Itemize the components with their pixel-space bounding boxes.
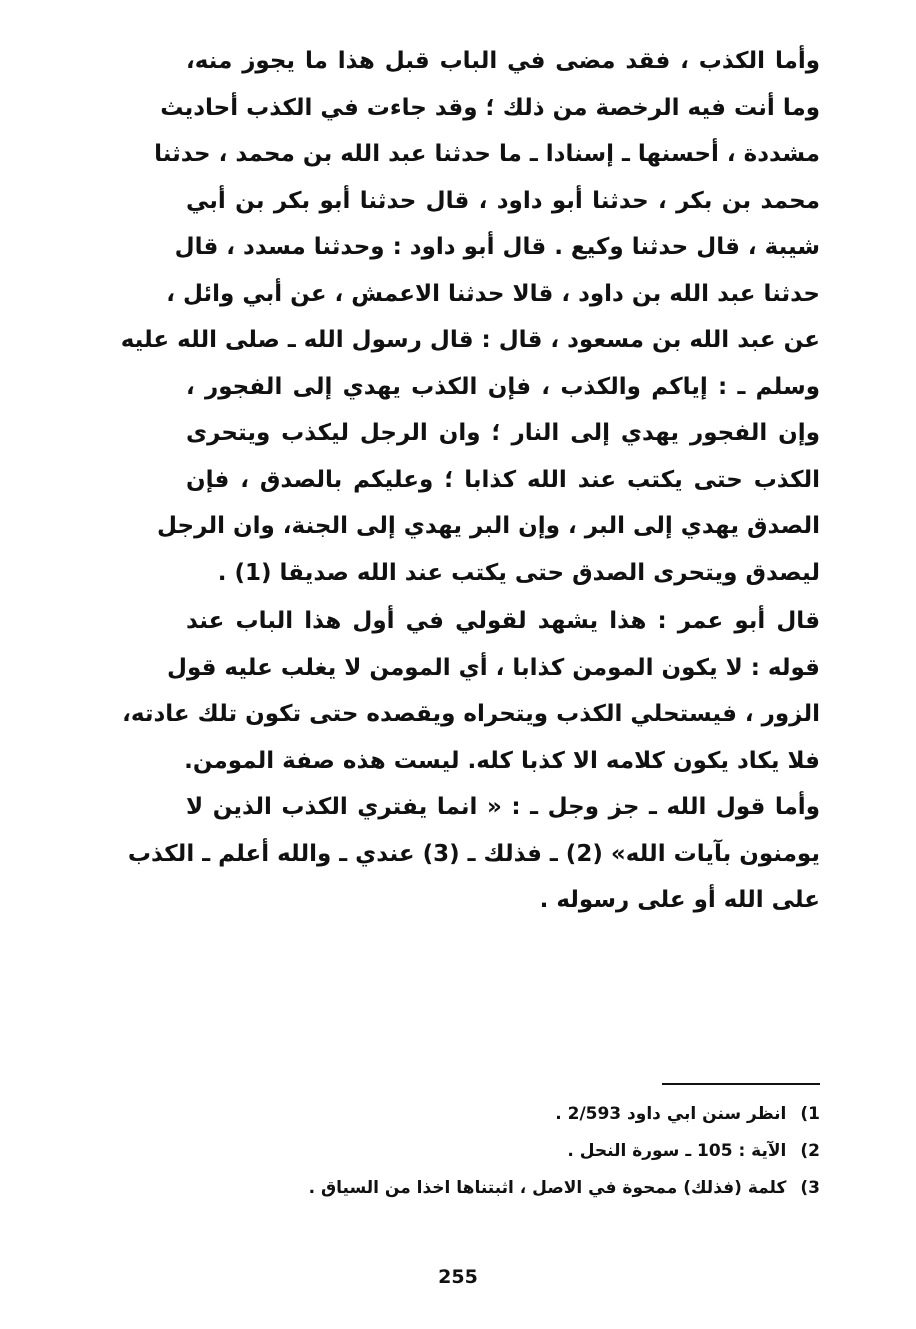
footnote-text: الآية : 105 ـ سورة النحل . [567,1141,787,1161]
text-line: عن عبد الله بن مسعود ، قال : قال رسول الله ـ صلى الله عليه [120,327,820,353]
text-line: شيبة ، قال حدثنا وكيع . قال أبو داود : وحدثنا مسدد ، قال [174,234,820,260]
text-line: وأما قول الله ـ جز وجل ـ : « انما يفتري الكذب الذين لا [186,794,820,820]
footnote-text: كلمة (فذلك) ممحوة في الاصل ، اثبتناها اخذا من السياق . [308,1178,787,1198]
footnote-number: 1) [800,1104,820,1124]
text-line: مشددة ، أحسنها ـ إسنادا ـ ما حدثنا عبد الله بن محمد ، حدثنا [154,141,820,167]
text-line: وإن الفجور يهدي إلى النار ؛ وان الرجل ليكذب ويتحرى [186,420,820,446]
page-number: 255 [438,1266,478,1288]
text-line: وما أنت فيه الرخصة من ذلك ؛ وقد جاءت في الكذب أحاديث [160,94,820,121]
text-line: يومنون بآيات الله» (2) ـ فذلك ـ (3) عندي ـ والله أعلم ـ الكذب [127,840,820,867]
footnote-2 [240,1133,820,1170]
footnote-number: 3) [800,1178,820,1198]
footnote-number: 2) [800,1141,820,1161]
text-line: وسلم ـ : إياكم والكذب ، فإن الكذب يهدي إلى الفجور ، [186,373,820,400]
text-line: على الله أو على رسوله . [539,887,820,913]
footnote-divider [662,1083,820,1085]
paragraph-2 [122,598,820,924]
text-line: محمد بن بكر ، حدثنا أبو داود ، قال حدثنا أبو بكر بن أبي [186,187,820,214]
text-line: حدثنا عبد الله بن داود ، قالا حدثنا الاعمش ، عن أبي وائل ، [166,280,820,307]
text-line: وأما الكذب ، فقد مضى في الباب قبل هذا ما يجوز منه، [186,48,820,74]
footnote-text: انظر سنن ابي داود 2/593 . [555,1104,787,1124]
text-line: قوله : لا يكون المومن كذابا ، أي المومن لا يغلب عليه قول [166,654,820,681]
paragraph-1 [120,38,820,596]
text-line: الكذب حتى يكتب عند الله كذابا ؛ وعليكم بالصدق ، فإن [186,466,820,493]
text-line: قال أبو عمر : هذا يشهد لقولي في أول هذا الباب عند [186,608,820,634]
text-line: الصدق يهدي إلى البر ، وإن البر يهدي إلى الجنة، وان الرجل [157,513,820,539]
text-line: فلا يكاد يكون كلامه الا كذبا كله. ليست هذه صفة المومن. [184,747,820,774]
text-line: الزور ، فيستحلي الكذب ويتحراه ويقصده حتى تكون تلك عادته، [122,701,820,727]
footnotes [240,1096,820,1207]
footnote-1 [240,1096,820,1133]
text-line: ليصدق ويتحرى الصدق حتى يكتب عند الله صديقا (1) . [217,559,820,586]
footnote-3 [240,1170,820,1207]
